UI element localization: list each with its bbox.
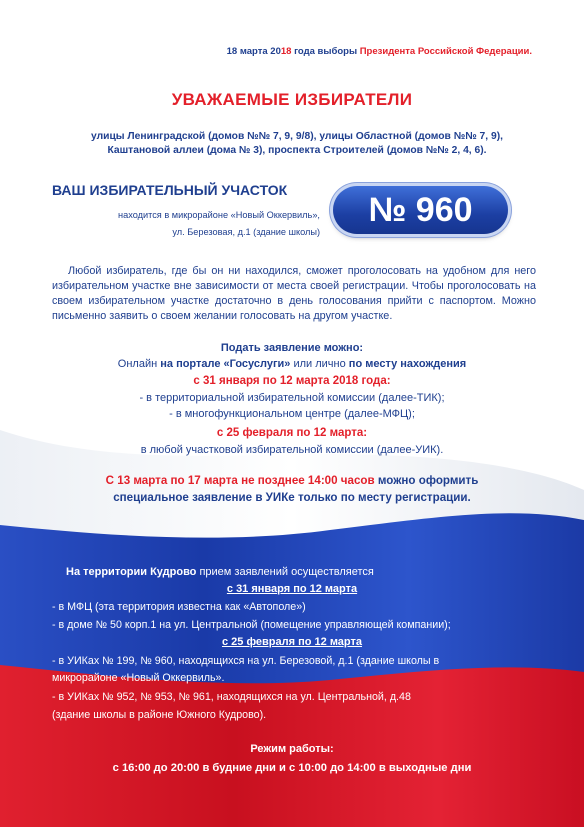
- apply-item-uik: в любой участковой избирательной комиссии (далее-УИК).: [140, 444, 444, 456]
- apply-online-line: Онлайн на портале «Госуслуги» или лично по месту нахождения: [117, 358, 467, 370]
- kudrovo-item-uik-1b: микрорайоне «Новый Оккервиль».: [52, 672, 225, 684]
- kudrovo-period-2: с 25 февраля по 12 марта: [221, 636, 363, 648]
- apply-item-tik: - в территориальной избирательной комиссии (далее-ТИК);: [139, 392, 445, 404]
- streets-list: улицы Ленинградской (домов №№ 7, 9, 9/8), улицы Областной (домов №№ 7, 9), Каштановой аллеи (дома № 3), проспекта Строителей (домов №№ 2, 4, 6).: [90, 131, 504, 156]
- apply-period-1: с 31 января по 12 марта 2018 года:: [193, 375, 391, 387]
- apply-item-mfc: - в многофункциональном центре (далее-МФЦ);: [169, 408, 415, 420]
- kudrovo-item-uik-1a: - в УИКах № 199, № 960, находящихся на ул. Березовой, д.1 (здание школы в: [52, 655, 440, 667]
- apply-heading: Подать заявление можно:: [220, 342, 364, 354]
- kudrovo-period-1: с 31 января по 12 марта: [226, 583, 358, 595]
- apply-period-2: с 25 февраля по 12 марта:: [216, 427, 368, 439]
- kudrovo-intro: На территории Кудрово прием заявлений осуществляется: [66, 566, 374, 578]
- kudrovo-item-uik-2b: (здание школы в районе Южного Кудрово).: [52, 709, 267, 721]
- info-paragraph: Любой избиратель, где бы он ни находился, сможет проголосовать на удобном для него избирательном участке вне зависимости от места своей регистрации. Чтобы проголосовать на своем избирательном участке достаточно в день голосования прийти с паспортом. Можно письменно заявить о своем желании голосовать на другом участке.: [52, 265, 536, 322]
- hours-text: с 16:00 до 20:00 в будние дни и с 10:00 до 14:00 в выходные дни: [112, 762, 472, 774]
- precinct-location: находится в микрорайоне «Новый Оккервиль»,: [118, 210, 320, 220]
- kudrovo-item-uik-2a: - в УИКах № 952, № 953, № 961, находящихся на ул. Центральной, д.48: [52, 691, 411, 703]
- kudrovo-item-house50: - в доме № 50 корп.1 на ул. Центральной (помещение управляющей компании);: [52, 619, 451, 631]
- special-application-line-2: специальное заявление в УИКе только по месту регистрации.: [113, 491, 471, 504]
- hours-heading: Режим работы:: [250, 743, 334, 755]
- page-title: УВАЖАЕМЫЕ ИЗБИРАТЕЛИ: [171, 90, 413, 109]
- election-date-line: 18 марта 2018 года выборы Президента Российской Федерации.: [226, 46, 532, 57]
- kudrovo-item-mfc: - в МФЦ (эта территория известна как «Автополе»): [52, 601, 306, 613]
- precinct-number-badge: № 960: [333, 186, 508, 234]
- precinct-address: ул. Березовая, д.1 (здание школы): [172, 227, 320, 237]
- special-application-line-1: С 13 марта по 17 марта не позднее 14:00 часов можно оформить: [105, 474, 479, 487]
- precinct-heading: ВАШ ИЗБИРАТЕЛЬНЫЙ УЧАСТОК: [52, 182, 288, 198]
